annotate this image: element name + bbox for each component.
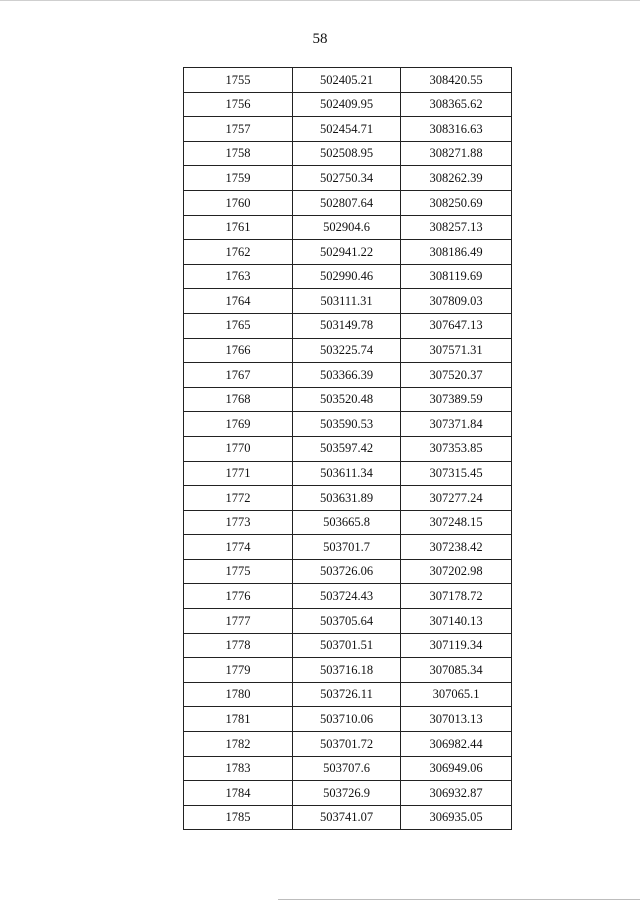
point-number-cell: 1777 bbox=[184, 609, 293, 634]
table-row bbox=[184, 707, 512, 732]
y-coordinate-cell: 306935.05 bbox=[401, 805, 512, 830]
table-row bbox=[184, 117, 512, 142]
point-number-cell: 1760 bbox=[184, 190, 293, 215]
y-coordinate-cell: 308250.69 bbox=[401, 190, 512, 215]
table-row bbox=[184, 190, 512, 215]
y-coordinate-cell: 308186.49 bbox=[401, 240, 512, 265]
y-coordinate-cell: 307571.31 bbox=[401, 338, 512, 363]
y-coordinate-cell: 307085.34 bbox=[401, 658, 512, 683]
x-coordinate-cell: 503701.51 bbox=[293, 633, 401, 658]
y-coordinate-cell: 307178.72 bbox=[401, 584, 512, 609]
table-row bbox=[184, 461, 512, 486]
point-number-cell: 1769 bbox=[184, 412, 293, 437]
table-row bbox=[184, 387, 512, 412]
table-row bbox=[184, 289, 512, 314]
point-number-cell: 1783 bbox=[184, 756, 293, 781]
point-number-cell: 1773 bbox=[184, 510, 293, 535]
point-number-cell: 1771 bbox=[184, 461, 293, 486]
y-coordinate-cell: 308119.69 bbox=[401, 264, 512, 289]
table-row bbox=[184, 609, 512, 634]
x-coordinate-cell: 503726.9 bbox=[293, 781, 401, 806]
point-number-cell: 1778 bbox=[184, 633, 293, 658]
y-coordinate-cell: 308257.13 bbox=[401, 215, 512, 240]
table-row bbox=[184, 510, 512, 535]
x-coordinate-cell: 502990.46 bbox=[293, 264, 401, 289]
table-row bbox=[184, 559, 512, 584]
x-coordinate-cell: 503707.6 bbox=[293, 756, 401, 781]
table-row bbox=[184, 363, 512, 388]
point-number-cell: 1775 bbox=[184, 559, 293, 584]
table-row bbox=[184, 584, 512, 609]
point-number-cell: 1782 bbox=[184, 732, 293, 757]
y-coordinate-cell: 307013.13 bbox=[401, 707, 512, 732]
point-number-cell: 1759 bbox=[184, 166, 293, 191]
x-coordinate-cell: 502454.71 bbox=[293, 117, 401, 142]
x-coordinate-cell: 503149.78 bbox=[293, 313, 401, 338]
point-number-cell: 1755 bbox=[184, 68, 293, 93]
y-coordinate-cell: 306932.87 bbox=[401, 781, 512, 806]
x-coordinate-cell: 503225.74 bbox=[293, 338, 401, 363]
x-coordinate-cell: 503716.18 bbox=[293, 658, 401, 683]
coordinates-table-body bbox=[184, 68, 512, 830]
x-coordinate-cell: 503741.07 bbox=[293, 805, 401, 830]
x-coordinate-cell: 502405.21 bbox=[293, 68, 401, 93]
point-number-cell: 1776 bbox=[184, 584, 293, 609]
point-number-cell: 1761 bbox=[184, 215, 293, 240]
table-row bbox=[184, 338, 512, 363]
table-row bbox=[184, 240, 512, 265]
x-coordinate-cell: 502508.95 bbox=[293, 141, 401, 166]
table-row bbox=[184, 436, 512, 461]
y-coordinate-cell: 307520.37 bbox=[401, 363, 512, 388]
table-row bbox=[184, 732, 512, 757]
table-row bbox=[184, 781, 512, 806]
point-number-cell: 1757 bbox=[184, 117, 293, 142]
table-row bbox=[184, 805, 512, 830]
y-coordinate-cell: 307371.84 bbox=[401, 412, 512, 437]
point-number-cell: 1785 bbox=[184, 805, 293, 830]
table-row bbox=[184, 412, 512, 437]
x-coordinate-cell: 503705.64 bbox=[293, 609, 401, 634]
x-coordinate-cell: 502807.64 bbox=[293, 190, 401, 215]
x-coordinate-cell: 503520.48 bbox=[293, 387, 401, 412]
table-row bbox=[184, 92, 512, 117]
x-coordinate-cell: 502941.22 bbox=[293, 240, 401, 265]
point-number-cell: 1765 bbox=[184, 313, 293, 338]
y-coordinate-cell: 307238.42 bbox=[401, 535, 512, 560]
x-coordinate-cell: 502750.34 bbox=[293, 166, 401, 191]
table-row bbox=[184, 215, 512, 240]
point-number-cell: 1772 bbox=[184, 486, 293, 511]
x-coordinate-cell: 503701.72 bbox=[293, 732, 401, 757]
point-number-cell: 1767 bbox=[184, 363, 293, 388]
point-number-cell: 1766 bbox=[184, 338, 293, 363]
y-coordinate-cell: 307119.34 bbox=[401, 633, 512, 658]
y-coordinate-cell: 308271.88 bbox=[401, 141, 512, 166]
page-number: 58 bbox=[312, 31, 328, 47]
point-number-cell: 1784 bbox=[184, 781, 293, 806]
table-row bbox=[184, 313, 512, 338]
y-coordinate-cell: 308365.62 bbox=[401, 92, 512, 117]
table-row bbox=[184, 535, 512, 560]
point-number-cell: 1779 bbox=[184, 658, 293, 683]
x-coordinate-cell: 503111.31 bbox=[293, 289, 401, 314]
x-coordinate-cell: 503701.7 bbox=[293, 535, 401, 560]
x-coordinate-cell: 502409.95 bbox=[293, 92, 401, 117]
table-row bbox=[184, 141, 512, 166]
table-row bbox=[184, 658, 512, 683]
y-coordinate-cell: 307140.13 bbox=[401, 609, 512, 634]
y-coordinate-cell: 307065.1 bbox=[401, 682, 512, 707]
point-number-cell: 1781 bbox=[184, 707, 293, 732]
point-number-cell: 1762 bbox=[184, 240, 293, 265]
y-coordinate-cell: 307277.24 bbox=[401, 486, 512, 511]
y-coordinate-cell: 307315.45 bbox=[401, 461, 512, 486]
table-row bbox=[184, 68, 512, 93]
point-number-cell: 1758 bbox=[184, 141, 293, 166]
table-row bbox=[184, 633, 512, 658]
x-coordinate-cell: 502904.6 bbox=[293, 215, 401, 240]
y-coordinate-cell: 307248.15 bbox=[401, 510, 512, 535]
x-coordinate-cell: 503366.39 bbox=[293, 363, 401, 388]
point-number-cell: 1768 bbox=[184, 387, 293, 412]
y-coordinate-cell: 307809.03 bbox=[401, 289, 512, 314]
y-coordinate-cell: 306982.44 bbox=[401, 732, 512, 757]
table-row bbox=[184, 486, 512, 511]
bottom-rule bbox=[278, 899, 640, 900]
y-coordinate-cell: 306949.06 bbox=[401, 756, 512, 781]
point-number-cell: 1780 bbox=[184, 682, 293, 707]
x-coordinate-cell: 503710.06 bbox=[293, 707, 401, 732]
table-row bbox=[184, 264, 512, 289]
point-number-cell: 1774 bbox=[184, 535, 293, 560]
point-number-cell: 1763 bbox=[184, 264, 293, 289]
y-coordinate-cell: 308420.55 bbox=[401, 68, 512, 93]
y-coordinate-cell: 308316.63 bbox=[401, 117, 512, 142]
x-coordinate-cell: 503724.43 bbox=[293, 584, 401, 609]
x-coordinate-cell: 503611.34 bbox=[293, 461, 401, 486]
x-coordinate-cell: 503665.8 bbox=[293, 510, 401, 535]
x-coordinate-cell: 503726.11 bbox=[293, 682, 401, 707]
table-row bbox=[184, 166, 512, 191]
x-coordinate-cell: 503590.53 bbox=[293, 412, 401, 437]
x-coordinate-cell: 503726.06 bbox=[293, 559, 401, 584]
y-coordinate-cell: 307389.59 bbox=[401, 387, 512, 412]
point-number-cell: 1770 bbox=[184, 436, 293, 461]
x-coordinate-cell: 503597.42 bbox=[293, 436, 401, 461]
y-coordinate-cell: 308262.39 bbox=[401, 166, 512, 191]
coordinates-table bbox=[183, 67, 512, 830]
table-row bbox=[184, 756, 512, 781]
y-coordinate-cell: 307353.85 bbox=[401, 436, 512, 461]
point-number-cell: 1764 bbox=[184, 289, 293, 314]
table-row bbox=[184, 682, 512, 707]
y-coordinate-cell: 307647.13 bbox=[401, 313, 512, 338]
point-number-cell: 1756 bbox=[184, 92, 293, 117]
y-coordinate-cell: 307202.98 bbox=[401, 559, 512, 584]
x-coordinate-cell: 503631.89 bbox=[293, 486, 401, 511]
